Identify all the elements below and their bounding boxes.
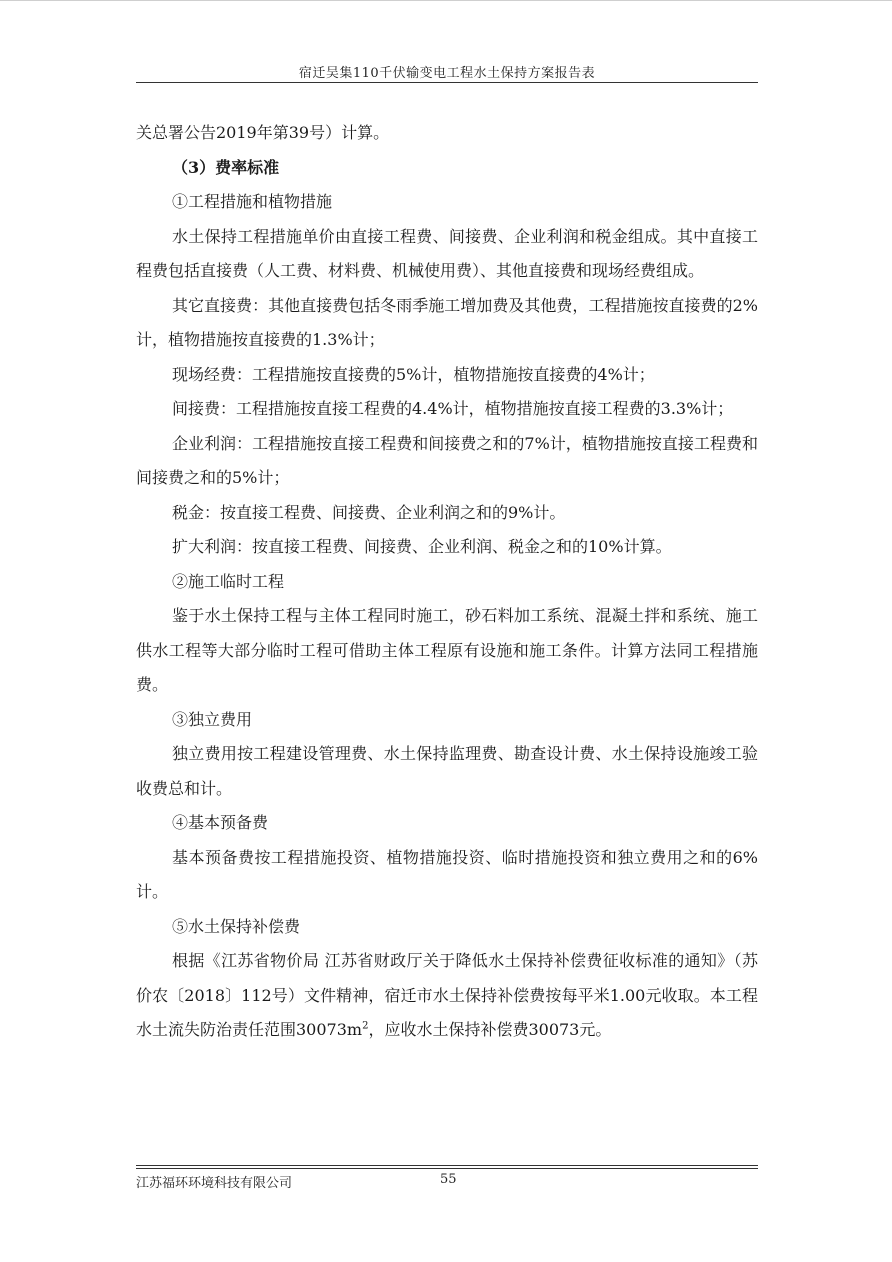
paragraph: 鉴于水土保持工程与主体工程同时施工，砂石料加工系统、混凝土拌和系统、施工供水工程等大部分临时工程可借助主体工程原有设施和施工条件。计算方法同工程措施费。 <box>136 606 758 694</box>
header-rule <box>136 82 758 83</box>
footer-rule <box>136 1165 758 1166</box>
superscript: 2 <box>362 1020 369 1032</box>
page-number: 55 <box>440 1172 457 1187</box>
body-text <box>136 116 758 1048</box>
footer-company: 江苏福环环境科技有限公司 <box>136 1176 293 1191</box>
subsection-heading: ①工程措施和植物措施 <box>172 192 333 211</box>
top-border <box>0 0 892 1</box>
paragraph: 关总署公告2019年第39号）计算。 <box>136 123 390 142</box>
footer-rule <box>136 1168 758 1169</box>
paragraph: 间接费：工程措施按直接工程费的4.4%计，植物措施按直接工程费的3.3%计； <box>172 399 734 418</box>
subsection-heading: ③独立费用 <box>172 709 253 729</box>
paragraph: 独立费用按工程建设管理费、水土保持监理费、勘查设计费、水土保持设施竣工验收费总和计。 <box>136 744 758 798</box>
subsection-heading: ⑤水土保持补偿费 <box>172 916 301 936</box>
subsection-heading: ②施工临时工程 <box>172 571 285 591</box>
paragraph: 扩大利润：按直接工程费、间接费、企业利润、税金之和的10%计算。 <box>172 537 672 556</box>
subsection-heading: ④基本预备费 <box>172 813 269 832</box>
page-header-title: 宿迁吴集110千伏输变电工程水土保持方案报告表 <box>298 66 596 81</box>
paragraph: 税金：按直接工程费、间接费、企业利润之和的9%计。 <box>172 502 566 522</box>
paragraph: 基本预备费按工程措施投资、植物措施投资、临时措施投资和独立费用之和的6%计。 <box>136 847 758 901</box>
paragraph: 水土保持工程措施单价由直接工程费、间接费、企业利润和税金组成。其中直接工程费包括直接费（人工费、材料费、机械使用费）、其他直接费和现场经费组成。 <box>136 226 758 280</box>
paragraph: 企业利润：工程措施按直接工程费和间接费之和的7%计，植物措施按直接工程费和间接费之和的5%计； <box>136 433 758 487</box>
paragraph: 其它直接费：其他直接费包括冬雨季施工增加费及其他费，工程措施按直接费的2%计，植物措施按直接费的1.3%计； <box>136 295 758 349</box>
paragraph: 现场经费：工程措施按直接费的5%计，植物措施按直接费的4%计； <box>172 364 655 384</box>
paragraph-text: 根据《江苏省物价局 江苏省财政厅关于降低水土保持补偿费征收标准的通知》（苏价农〔2018〕112号）文件精神，宿迁市水土保持补偿费按每平米1.00元收取。本工程水土流失防治责任范围30073m <box>136 951 758 1039</box>
paragraph-text: ，应收水土保持补偿费30073元。 <box>368 1020 612 1039</box>
paragraph <box>136 944 758 1048</box>
section-heading: （3）费率标准 <box>172 157 280 177</box>
